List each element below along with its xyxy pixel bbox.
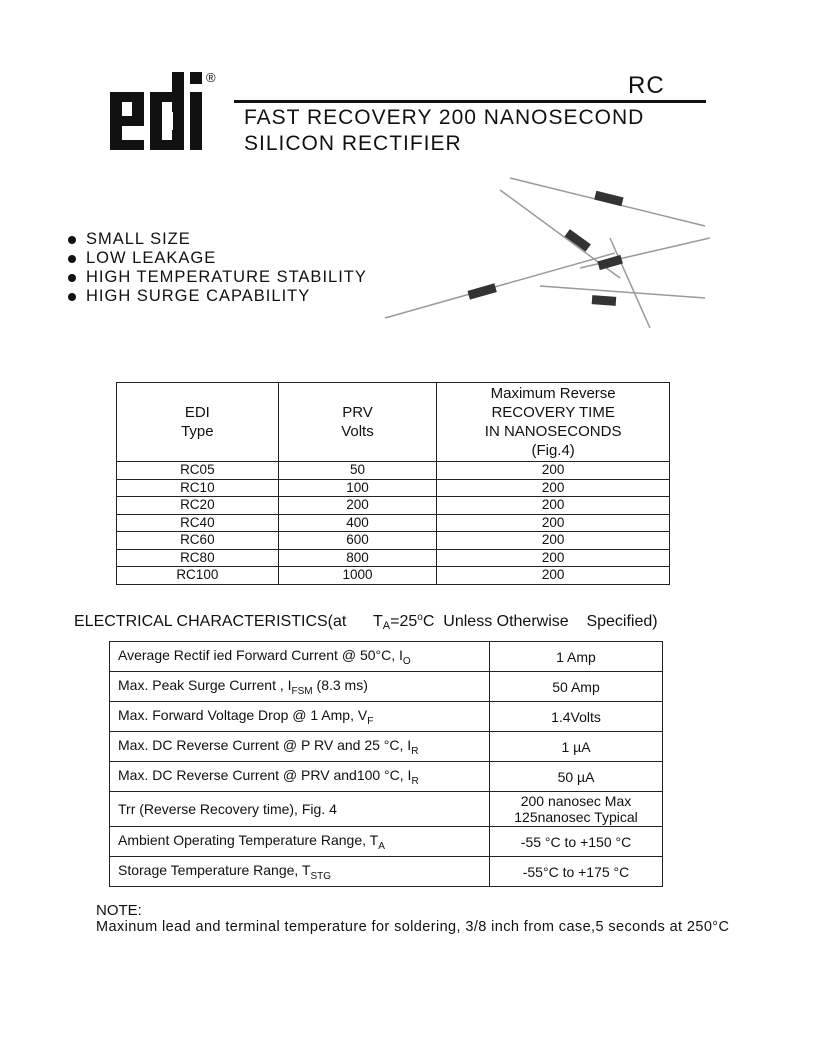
feature-item: SMALL SIZE xyxy=(66,230,367,249)
parameter-label: Trr (Reverse Recovery time), Fig. 4 xyxy=(118,801,337,817)
cell-trr: 200 xyxy=(437,532,670,550)
bullet-icon xyxy=(68,255,76,263)
value-cell xyxy=(490,732,663,762)
cell-trr: 200 xyxy=(437,514,670,532)
value-label: -55°C to +175 °C xyxy=(522,863,630,880)
cell-trr: 200 xyxy=(437,462,670,480)
table-row xyxy=(117,532,670,550)
cell-trr: 200 xyxy=(437,497,670,515)
table-row xyxy=(117,462,670,480)
header-recovery-time: Maximum Reverse RECOVERY TIME IN NANOSECONDS (Fig.4) xyxy=(437,383,670,462)
registered-mark: ® xyxy=(206,70,216,85)
value-cell xyxy=(490,857,663,887)
value-cell xyxy=(490,672,663,702)
header-rule xyxy=(234,100,706,103)
cell-trr: 200 xyxy=(437,567,670,585)
table-row xyxy=(117,549,670,567)
parameter-cell xyxy=(110,827,490,857)
cell-trr: 200 xyxy=(437,479,670,497)
cell-prv: 600 xyxy=(278,532,437,550)
bullet-icon xyxy=(68,236,76,244)
parameter-subscript: STG xyxy=(310,870,332,882)
parameter-subscript: R xyxy=(411,745,419,757)
feature-item: HIGH SURGE CAPABILITY xyxy=(66,287,367,306)
value-cell xyxy=(490,827,663,857)
parameter-label: Max. Peak Surge Current , I xyxy=(118,676,292,693)
edi-logo xyxy=(108,70,223,165)
cell-type: RC05 xyxy=(117,462,279,480)
parameter-cell xyxy=(110,857,490,887)
value-label-2: 125nanosec Typical xyxy=(514,809,638,825)
table-row xyxy=(110,762,663,792)
type-table xyxy=(116,382,670,585)
value-cell xyxy=(490,642,663,672)
electrical-table xyxy=(109,641,663,887)
header-type: EDI Type xyxy=(117,383,279,462)
note-title: NOTE: xyxy=(96,902,142,919)
value-cell xyxy=(490,792,663,827)
header-prv: PRV Volts xyxy=(278,383,437,462)
parameter-cell xyxy=(110,732,490,762)
parameter-subscript: R xyxy=(411,775,419,787)
parameter-subscript: FSM xyxy=(291,685,313,697)
product-image xyxy=(380,168,710,328)
value-label: 50 Amp xyxy=(552,678,600,695)
table-row xyxy=(110,672,663,702)
parameter-label: Ambient Operating Temperature Range, T xyxy=(118,831,379,848)
value-label: 1.4Volts xyxy=(551,708,601,725)
value-label: -55 °C to +150 °C xyxy=(520,833,632,850)
feature-item: LOW LEAKAGE xyxy=(66,249,367,268)
value-label: 50 µA xyxy=(557,768,595,785)
parameter-cell xyxy=(110,702,490,732)
cell-prv: 50 xyxy=(278,462,437,480)
cell-prv: 1000 xyxy=(278,567,437,585)
title-line-1: FAST RECOVERY 200 NANOSECOND xyxy=(244,106,645,129)
cell-type: RC100 xyxy=(117,567,279,585)
electrical-heading: ELECTRICAL CHARACTERISTICS(at $T_A=25^oC$ Unless Otherwise Specified) xyxy=(74,612,658,632)
cell-prv: 200 xyxy=(278,497,437,515)
table-row xyxy=(110,857,663,887)
parameter-cell xyxy=(110,762,490,792)
cell-type: RC80 xyxy=(117,549,279,567)
cell-prv: 400 xyxy=(278,514,437,532)
parameter-label: Storage Temperature Range, T xyxy=(118,861,311,878)
cell-type: RC60 xyxy=(117,532,279,550)
parameter-cell xyxy=(110,642,490,672)
table-row xyxy=(110,642,663,672)
cell-prv: 100 xyxy=(278,479,437,497)
parameter-tail: (8.3 ms) xyxy=(312,676,368,693)
table-row xyxy=(117,479,670,497)
table-row xyxy=(117,497,670,515)
parameter-label: Max. Forward Voltage Drop @ 1 Amp, V xyxy=(118,706,368,723)
bullet-icon xyxy=(68,274,76,282)
value-label: 1 Amp xyxy=(556,648,596,665)
table-row xyxy=(110,732,663,762)
parameter-subscript: O xyxy=(402,655,411,667)
parameter-label: Max. DC Reverse Current @ P RV and 25 °C, I xyxy=(118,736,412,753)
part-code: RC xyxy=(628,72,665,99)
parameter-cell xyxy=(110,792,490,827)
value-cell xyxy=(490,762,663,792)
value-cell xyxy=(490,702,663,732)
bullet-icon xyxy=(68,293,76,301)
cell-type: RC10 xyxy=(117,479,279,497)
cell-type: RC40 xyxy=(117,514,279,532)
feature-item: HIGH TEMPERATURE STABILITY xyxy=(66,268,367,287)
parameter-subscript: A xyxy=(378,840,385,852)
table-row xyxy=(117,567,670,585)
parameter-label: Max. DC Reverse Current @ PRV and100 °C, I xyxy=(118,766,412,783)
parameter-cell xyxy=(110,672,490,702)
table-row xyxy=(117,514,670,532)
feature-list xyxy=(66,230,367,306)
value-label: 200 nanosec Max xyxy=(520,793,632,809)
table-row xyxy=(110,702,663,732)
table-row xyxy=(110,792,663,827)
parameter-label: Average Rectif ied Forward Current @ 50°C, I xyxy=(118,646,403,663)
cell-trr: 200 xyxy=(437,549,670,567)
parameter-subscript: F xyxy=(367,715,374,727)
note-text: Maxinum lead and terminal temperature for soldering, 3/8 inch from case,5 seconds at 250°C xyxy=(96,919,730,935)
table-row xyxy=(110,827,663,857)
title-line-2: SILICON RECTIFIER xyxy=(244,132,462,155)
cell-type: RC20 xyxy=(117,497,279,515)
value-label: 1 µA xyxy=(561,738,591,755)
cell-prv: 800 xyxy=(278,549,437,567)
